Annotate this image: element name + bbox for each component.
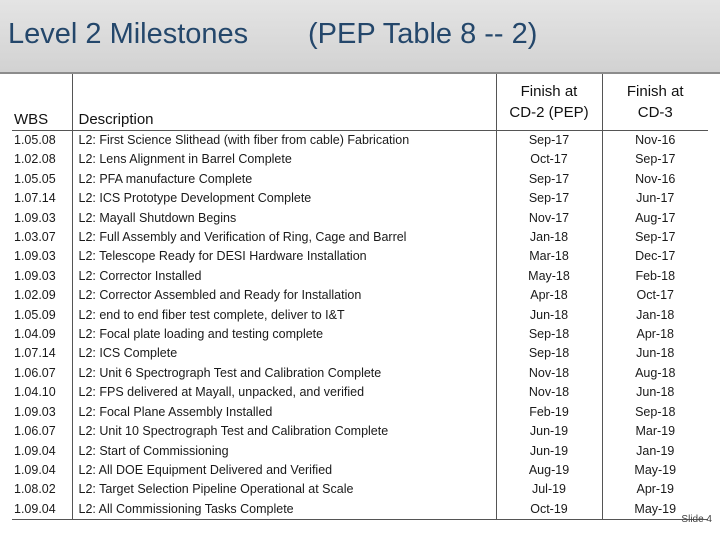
table-row <box>12 344 708 363</box>
finish-cd3-cell: Feb-18 <box>602 267 708 286</box>
header-wbs: WBS <box>12 74 72 131</box>
description-cell: L2: Unit 10 Spectrograph Test and Calibration Complete <box>72 422 496 441</box>
finish-cd3-cell: Oct-17 <box>602 286 708 305</box>
title-bar <box>0 0 720 74</box>
finish-cd2-cell: Feb-19 <box>496 403 602 422</box>
description-cell: L2: Corrector Installed <box>72 267 496 286</box>
description-cell: L2: PFA manufacture Complete <box>72 170 496 189</box>
finish-cd2-cell: Jun-18 <box>496 306 602 325</box>
description-cell: L2: Full Assembly and Verification of Ring, Cage and Barrel <box>72 228 496 247</box>
finish-cd2-cell: Sep-17 <box>496 131 602 151</box>
finish-cd3-cell: Nov-16 <box>602 131 708 151</box>
finish-cd2-cell: Jun-19 <box>496 442 602 461</box>
table-row <box>12 150 708 169</box>
header-description: Description <box>72 74 496 131</box>
wbs-cell: 1.09.03 <box>14 404 56 419</box>
finish-cd3-cell: Jun-18 <box>602 344 708 363</box>
header-finish-cd3-line2: CD-3 <box>637 104 673 121</box>
wbs-cell: 1.03.07 <box>14 230 56 245</box>
finish-cd2-cell: Jul-19 <box>496 480 602 499</box>
table-header-row <box>12 74 708 131</box>
wbs-cell: 1.05.05 <box>14 171 56 186</box>
table-row <box>12 267 708 286</box>
table-row <box>12 189 708 208</box>
finish-cd3-cell: Mar-19 <box>602 422 708 441</box>
finish-cd2-cell: Nov-17 <box>496 209 602 228</box>
wbs-cell: 1.02.08 <box>14 152 56 167</box>
table-row <box>12 228 708 247</box>
header-finish-cd2 <box>496 74 602 131</box>
finish-cd3-cell: Jun-17 <box>602 189 708 208</box>
table-row <box>12 403 708 422</box>
description-cell: L2: Start of Commissioning <box>72 442 496 461</box>
finish-cd2-cell: Nov-18 <box>496 383 602 402</box>
slide-number: Slide 4 <box>681 514 712 525</box>
table-row <box>12 131 708 151</box>
finish-cd2-cell: Apr-18 <box>496 286 602 305</box>
wbs-cell: 1.06.07 <box>14 365 56 380</box>
table-row <box>12 442 708 461</box>
finish-cd3-cell: Dec-17 <box>602 247 708 266</box>
finish-cd2-cell: Aug-19 <box>496 461 602 480</box>
description-cell: L2: All DOE Equipment Delivered and Verified <box>72 461 496 480</box>
finish-cd3-cell: Jun-18 <box>602 383 708 402</box>
description-cell: L2: Corrector Assembled and Ready for Installation <box>72 286 496 305</box>
finish-cd3-cell: Sep-17 <box>602 150 708 169</box>
description-cell: L2: end to end fiber test complete, deliver to I&T <box>72 306 496 325</box>
wbs-cell: 1.04.09 <box>14 327 56 342</box>
description-cell: L2: All Commissioning Tasks Complete <box>72 500 496 520</box>
table-row <box>12 306 708 325</box>
table-row <box>12 480 708 499</box>
table-row <box>12 170 708 189</box>
wbs-cell: 1.04.10 <box>14 385 56 400</box>
description-cell: L2: ICS Prototype Development Complete <box>72 189 496 208</box>
finish-cd2-cell: Sep-18 <box>496 344 602 363</box>
wbs-cell: 1.09.03 <box>14 249 56 264</box>
table-row <box>12 247 708 266</box>
wbs-cell: 1.07.14 <box>14 191 56 206</box>
wbs-cell: 1.09.04 <box>14 443 56 458</box>
description-cell: L2: Unit 6 Spectrograph Test and Calibration Complete <box>72 364 496 383</box>
finish-cd3-cell: Apr-18 <box>602 325 708 344</box>
table-row <box>12 325 708 344</box>
finish-cd3-cell: Nov-16 <box>602 170 708 189</box>
description-cell: L2: ICS Complete <box>72 344 496 363</box>
wbs-cell: 1.06.07 <box>14 424 56 439</box>
wbs-cell: 1.09.03 <box>14 268 56 283</box>
table-row <box>12 461 708 480</box>
header-finish-cd3-line1: Finish at <box>626 83 684 100</box>
wbs-cell: 1.09.04 <box>14 501 56 516</box>
finish-cd2-cell: Sep-17 <box>496 170 602 189</box>
finish-cd2-cell: Sep-17 <box>496 189 602 208</box>
finish-cd3-cell: Aug-18 <box>602 364 708 383</box>
finish-cd3-cell: Apr-19 <box>602 480 708 499</box>
finish-cd2-cell: Oct-19 <box>496 500 602 520</box>
finish-cd3-cell: May-19 <box>602 500 708 520</box>
table-row <box>12 286 708 305</box>
wbs-cell: 1.05.09 <box>14 307 56 322</box>
finish-cd2-cell: Sep-18 <box>496 325 602 344</box>
milestones-table <box>12 74 708 520</box>
finish-cd2-cell: Jan-18 <box>496 228 602 247</box>
header-finish-cd3 <box>602 74 708 131</box>
finish-cd2-cell: Oct-17 <box>496 150 602 169</box>
wbs-cell: 1.09.03 <box>14 210 56 225</box>
description-cell: L2: Telescope Ready for DESI Hardware Installation <box>72 247 496 266</box>
finish-cd3-cell: Jan-18 <box>602 306 708 325</box>
finish-cd2-cell: May-18 <box>496 267 602 286</box>
table-row <box>12 383 708 402</box>
finish-cd2-cell: Jun-19 <box>496 422 602 441</box>
description-cell: L2: Focal Plane Assembly Installed <box>72 403 496 422</box>
finish-cd3-cell: May-19 <box>602 461 708 480</box>
finish-cd3-cell: Jan-19 <box>602 442 708 461</box>
description-cell: L2: Focal plate loading and testing complete <box>72 325 496 344</box>
header-finish-cd2-line1: Finish at <box>520 83 578 100</box>
header-finish-cd2-line2: CD-2 (PEP) <box>509 104 589 121</box>
slide-subtitle: (PEP Table 8 -- 2) <box>308 18 538 50</box>
description-cell: L2: Lens Alignment in Barrel Complete <box>72 150 496 169</box>
wbs-cell: 1.07.14 <box>14 346 56 361</box>
finish-cd3-cell: Sep-17 <box>602 228 708 247</box>
wbs-cell: 1.08.02 <box>14 482 56 497</box>
wbs-cell: 1.09.04 <box>14 462 56 477</box>
slide-title: Level 2 Milestones <box>8 18 249 50</box>
table-body <box>12 131 708 520</box>
finish-cd2-cell: Nov-18 <box>496 364 602 383</box>
description-cell: L2: Mayall Shutdown Begins <box>72 209 496 228</box>
table-row <box>12 209 708 228</box>
wbs-cell: 1.02.09 <box>14 288 56 303</box>
table-row <box>12 500 708 520</box>
finish-cd3-cell: Aug-17 <box>602 209 708 228</box>
description-cell: L2: FPS delivered at Mayall, unpacked, and verified <box>72 383 496 402</box>
description-cell: L2: Target Selection Pipeline Operational at Scale <box>72 480 496 499</box>
description-cell: L2: First Science Slithead (with fiber from cable) Fabrication <box>72 131 496 151</box>
wbs-cell: 1.05.08 <box>14 133 56 147</box>
table-row <box>12 364 708 383</box>
table-row <box>12 422 708 441</box>
finish-cd2-cell: Mar-18 <box>496 247 602 266</box>
finish-cd3-cell: Sep-18 <box>602 403 708 422</box>
